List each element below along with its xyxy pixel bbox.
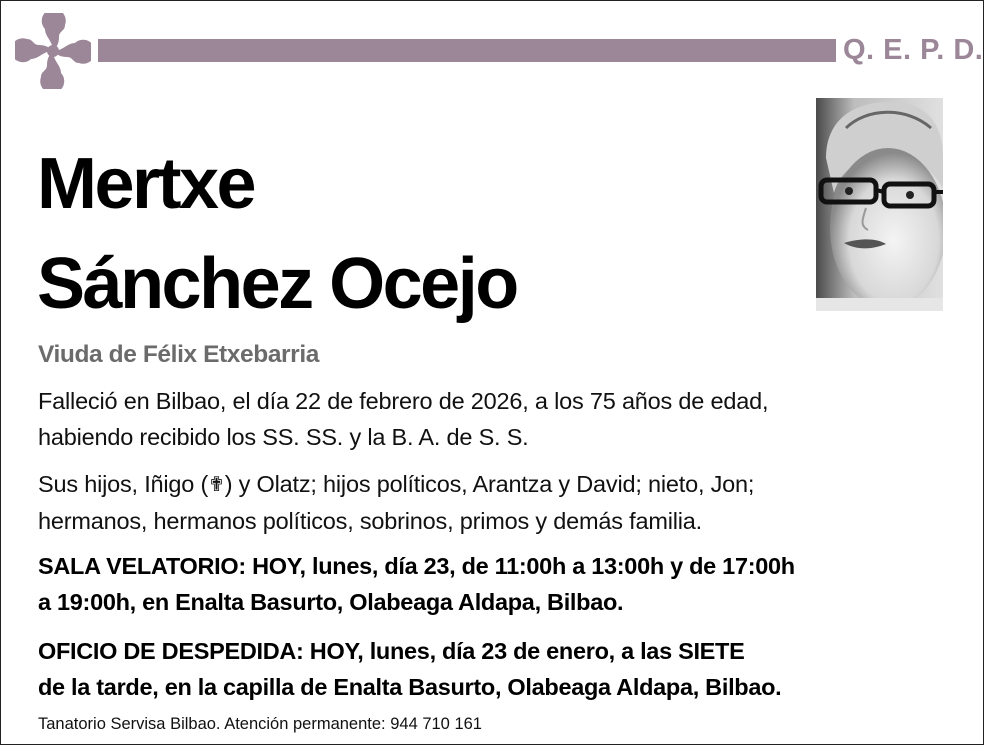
family-line-1-start: Sus hijos, Iñigo (	[38, 471, 209, 497]
wake-line-1: SALA VELATORIO: HOY, lunes, día 23, de 11:00h a 13:00h y de 17:00h	[38, 553, 795, 579]
surnames: Sánchez Ocejo	[37, 244, 517, 324]
cross-icon: ✟	[208, 474, 225, 496]
qepd-label: Q. E. P. D.	[843, 34, 984, 66]
family-line-1-end: ) y Olatz; hijos políticos, Arantza y David; nieto, Jon;	[224, 471, 755, 497]
deceased-name	[37, 134, 517, 334]
header-rule	[98, 39, 836, 62]
death-notice-line-1: Falleció en Bilbao, el día 22 de febrero de 2026, a los 75 años de edad,	[38, 388, 769, 414]
portrait-photo	[816, 98, 943, 311]
family-list	[38, 466, 754, 539]
wake-info	[38, 548, 795, 620]
service-line-2: de la tarde, en la capilla de Enalta Basurto, Olabeaga Aldapa, Bilbao.	[38, 674, 782, 700]
family-line-2: hermanos, hermanos políticos, sobrinos, primos y demás familia.	[38, 508, 702, 534]
wake-line-2: a 19:00h, en Enalta Basurto, Olabeaga Aldapa, Bilbao.	[38, 589, 624, 615]
service-info	[38, 633, 781, 705]
death-notice-line-2: habiendo recibido los SS. SS. y la B. A. de S. S.	[38, 424, 529, 450]
service-line-1: OFICIO DE DESPEDIDA: HOY, lunes, día 23 de enero, a las SIETE	[38, 638, 745, 664]
lauburu-icon	[15, 13, 91, 89]
first-name: Mertxe	[37, 144, 255, 224]
widow-of: Viuda de Félix Etxebarria	[38, 341, 319, 368]
funeral-home-contact: Tanatorio Servisa Bilbao. Atención permanente: 944 710 161	[38, 715, 482, 733]
family-line-1	[38, 466, 754, 503]
death-notice	[38, 383, 768, 455]
